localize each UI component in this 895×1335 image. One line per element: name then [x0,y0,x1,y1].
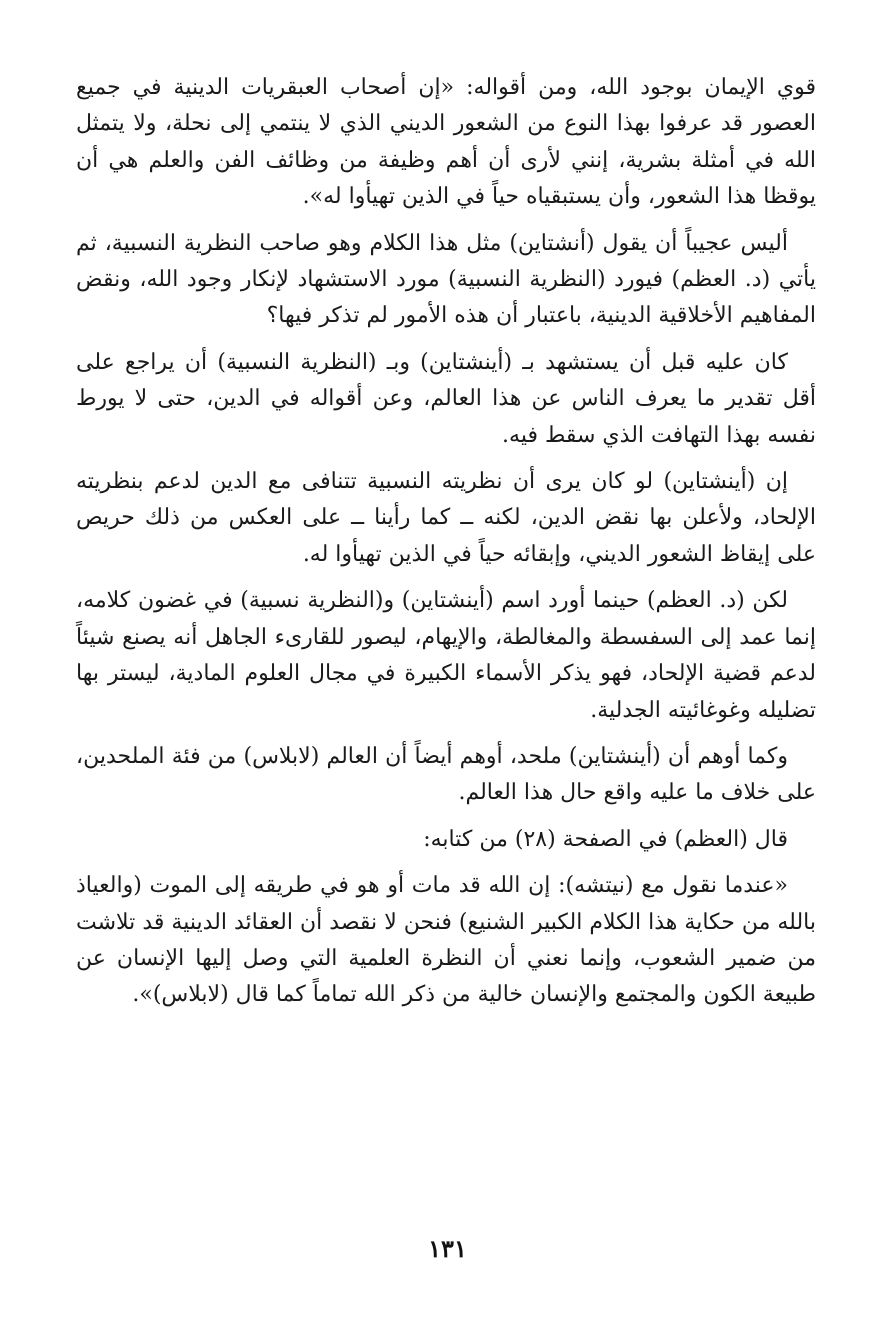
paragraph-6: وكما أوهم أن (أينشتاين) ملحد، أوهم أيضاً أن العالم (لابلاس) من فئة الملحدين، على خلاف ما عليه واقع حال هذا العالم. [76,743,816,806]
page-number: ١٣١ [428,1234,467,1263]
paragraph-7: قال (العظم) في الصفحة (٢٨) من كتابه: [423,826,788,852]
paragraph-5: لكن (د. العظم) حينما أورد اسم (أينشتاين) و(النظرية نسبية) في غضون كلامه، إنما عمد إلى السفسطة والمغالطة، والإيهام، ليصور للقارىء الجاهل أنه يصنع شيئاً لدعم قضية الإلحاد، فهو يذكر الأسماء الكبيرة في مجال العلوم المادية، ليستر بها تضليله وغوغائيته الجدلية. [76,588,816,723]
paragraph-1: قوي الإيمان بوجود الله، ومن أقواله: «إن أصحاب العبقريات الدينية في جميع العصور قد عرفوا بهذا النوع من الشعور الديني الذي لا ينتمي إلى نحلة، ولا يتمثل الله في أمثلة بشرية، إنني لأرى أن أهم وظيفة من وظائف الفن والعلم هي أن يوقظا هذا الشعور، وأن يستبقياه حياً في الذين تهيأوا له». [76,75,816,210]
quote-paragraph: «عندما نقول مع (نيتشه): إن الله قد مات أو هو في طريقه إلى الموت (والعياذ بالله من حكاية هذا الكلام الكبير الشنيع) فنحن لا نقصد أن العقائد الدينية قد تلاشت من ضمير الشعوب، وإنما نعني أن النظرة العلمية التي وصل إليها الإنسان عن طبيعة الكون والمجتمع والإنسان خالية من ذكر الله تماماً كما قال (لابلاس)». [76,873,816,1008]
paragraph-4: إن (أينشتاين) لو كان يرى أن نظريته النسبية تتنافى مع الدين لدعم بنظريته الإلحاد، ولأعلن بها نقض الدين، لكنه ــ كما رأينا ــ على العكس من ذلك حريص على إيقاظ الشعور الديني، وإبقائه حياً في الذين تهيأوا له. [76,469,816,567]
paragraph-3: كان عليه قبل أن يستشهد بـ (أينشتاين) وبـ (النظرية النسبية) أن يراجع على أقل تقدير ما يعرف الناس عن هذا العالم، وعن أقواله في الدين، حتى لا يورط نفسه بهذا التهافت الذي سقط فيه. [76,349,816,448]
paragraph-2: أليس عجيباً أن يقول (أنشتاين) مثل هذا الكلام وهو صاحب النظرية النسبية، ثم يأتي (د. العظم) فيورد (النظرية النسبية) مورد الاستشهاد لإنكار وجود الله، ونقض المفاهيم الأخلاقية الدينية، باعتبار أن هذه الأمور لم تذكر فيها؟ [76,230,816,329]
body-text [76,70,816,1024]
